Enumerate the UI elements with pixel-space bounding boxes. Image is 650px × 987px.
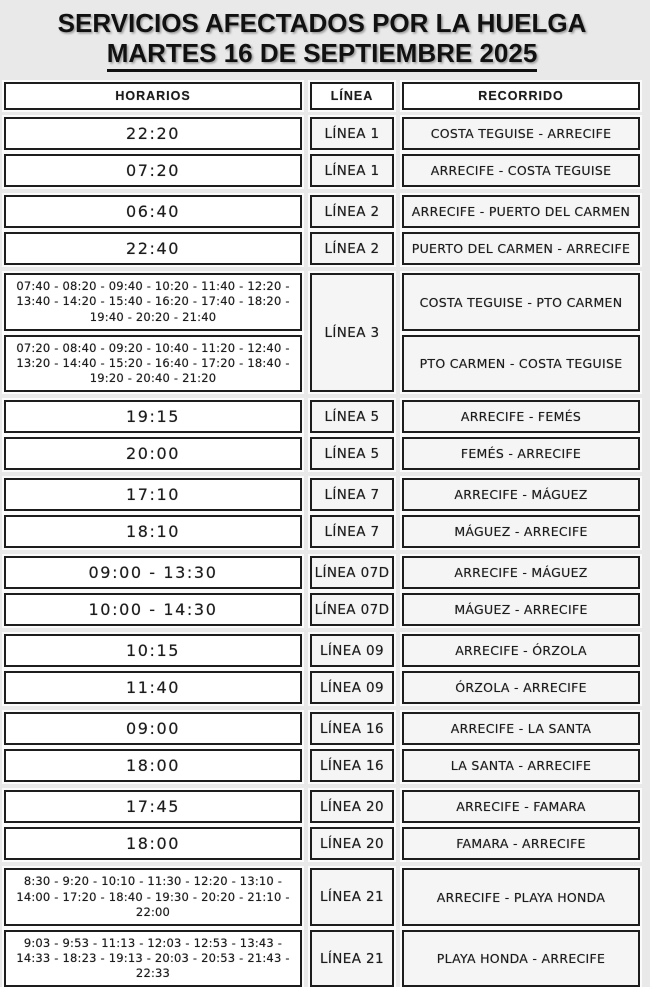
recorrido-cell: PTO CARMEN - COSTA TEGUISE xyxy=(402,335,640,393)
line-group xyxy=(4,712,640,782)
linea-cell: LÍNEA 2 xyxy=(310,195,394,228)
linea-cell: LÍNEA 7 xyxy=(310,515,394,548)
linea-cell: LÍNEA 07D xyxy=(310,556,394,589)
horario-cell: 19:15 xyxy=(4,400,302,433)
linea-cell: LÍNEA 5 xyxy=(310,437,394,470)
linea-cell: LÍNEA 21 xyxy=(310,868,394,926)
horario-cell: 22:40 xyxy=(4,232,302,265)
line-group xyxy=(4,556,640,626)
recorrido-cell: ARRECIFE - PUERTO DEL CARMEN xyxy=(402,195,640,228)
recorrido-cell: FAMARA - ARRECIFE xyxy=(402,827,640,860)
linea-cell: LÍNEA 16 xyxy=(310,712,394,745)
recorrido-cell: COSTA TEGUISE - PTO CARMEN xyxy=(402,273,640,331)
linea-cell: LÍNEA 1 xyxy=(310,154,394,187)
recorrido-cell: COSTA TEGUISE - ARRECIFE xyxy=(402,117,640,150)
header-recorrido: RECORRIDO xyxy=(402,82,640,110)
recorrido-cell: ARRECIFE - COSTA TEGUISE xyxy=(402,154,640,187)
horario-cell: 20:00 xyxy=(4,437,302,470)
recorrido-cell: MÁGUEZ - ARRECIFE xyxy=(402,593,640,626)
line-group xyxy=(4,868,640,987)
recorrido-cell: FEMÉS - ARRECIFE xyxy=(402,437,640,470)
horario-cell: 07:20 - 08:40 - 09:20 - 10:40 - 11:20 - 12:40 - 13:20 - 14:40 - 15:20 - 16:40 - 17:20 - 18:40 - 19:20 - 20:40 - 21:20 xyxy=(4,335,302,393)
title-line1: SERVICIOS AFECTADOS POR LA HUELGA xyxy=(57,8,587,38)
horario-cell: 18:00 xyxy=(4,827,302,860)
title-line2-underlined: MARTES 16 DE SEPTIEMBRE 2025 xyxy=(107,38,538,72)
recorrido-cell: ARRECIFE - LA SANTA xyxy=(402,712,640,745)
horario-cell: 17:45 xyxy=(4,790,302,823)
linea-cell: LÍNEA 20 xyxy=(310,827,394,860)
linea-cell: LÍNEA 09 xyxy=(310,671,394,704)
recorrido-cell: ÓRZOLA - ARRECIFE xyxy=(402,671,640,704)
horario-cell: 09:00 - 13:30 xyxy=(4,556,302,589)
horario-cell: 9:03 - 9:53 - 11:13 - 12:03 - 12:53 - 13:43 - 14:33 - 18:23 - 19:13 - 20:03 - 20:53 - 21:43 - 22:33 xyxy=(4,930,302,987)
horario-cell: 10:00 - 14:30 xyxy=(4,593,302,626)
table-body xyxy=(4,117,640,987)
recorrido-cell: ARRECIFE - ÓRZOLA xyxy=(402,634,640,667)
horario-cell: 18:10 xyxy=(4,515,302,548)
horario-cell: 06:40 xyxy=(4,195,302,228)
line-group xyxy=(4,790,640,860)
horario-cell: 11:40 xyxy=(4,671,302,704)
horario-cell: 22:20 xyxy=(4,117,302,150)
horario-cell: 09:00 xyxy=(4,712,302,745)
linea-cell: LÍNEA 7 xyxy=(310,478,394,511)
horario-cell: 10:15 xyxy=(4,634,302,667)
line-group xyxy=(4,400,640,470)
linea-cell: LÍNEA 1 xyxy=(310,117,394,150)
horario-cell: 17:10 xyxy=(4,478,302,511)
horario-cell: 07:20 xyxy=(4,154,302,187)
linea-cell: LÍNEA 16 xyxy=(310,749,394,782)
recorrido-cell: MÁGUEZ - ARRECIFE xyxy=(402,515,640,548)
recorrido-cell: PUERTO DEL CARMEN - ARRECIFE xyxy=(402,232,640,265)
horario-cell: 8:30 - 9:20 - 10:10 - 11:30 - 12:20 - 13:10 - 14:00 - 17:20 - 18:40 - 19:30 - 20:20 - 21:10 - 22:00 xyxy=(4,868,302,926)
recorrido-cell: ARRECIFE - FEMÉS xyxy=(402,400,640,433)
linea-cell: LÍNEA 2 xyxy=(310,232,394,265)
poster-title xyxy=(4,8,640,72)
recorrido-cell: ARRECIFE - MÁGUEZ xyxy=(402,478,640,511)
horario-cell: 18:00 xyxy=(4,749,302,782)
recorrido-cell: LA SANTA - ARRECIFE xyxy=(402,749,640,782)
line-group xyxy=(4,195,640,265)
linea-cell: LÍNEA 07D xyxy=(310,593,394,626)
linea-cell: LÍNEA 5 xyxy=(310,400,394,433)
line-group xyxy=(4,117,640,187)
header-linea: LÍNEA xyxy=(310,82,394,110)
recorrido-cell: PLAYA HONDA - ARRECIFE xyxy=(402,930,640,987)
line-group xyxy=(4,273,640,392)
table-header xyxy=(4,82,640,110)
linea-cell: LÍNEA 20 xyxy=(310,790,394,823)
header-horarios: HORARIOS xyxy=(4,82,302,110)
recorrido-cell: ARRECIFE - MÁGUEZ xyxy=(402,556,640,589)
line-group xyxy=(4,634,640,704)
linea-cell: LÍNEA 3 xyxy=(310,273,394,392)
recorrido-cell: ARRECIFE - PLAYA HONDA xyxy=(402,868,640,926)
line-group xyxy=(4,478,640,548)
linea-cell: LÍNEA 21 xyxy=(310,930,394,987)
linea-cell: LÍNEA 09 xyxy=(310,634,394,667)
recorrido-cell: ARRECIFE - FAMARA xyxy=(402,790,640,823)
horario-cell: 07:40 - 08:20 - 09:40 - 10:20 - 11:40 - 12:20 - 13:40 - 14:20 - 15:40 - 16:20 - 17:40 - 18:20 - 19:40 - 20:20 - 21:40 xyxy=(4,273,302,331)
